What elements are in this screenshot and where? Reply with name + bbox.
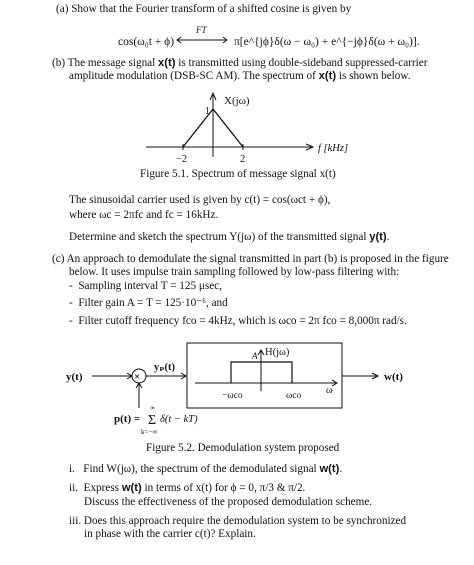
demodulation-diagram [66, 343, 403, 436]
fig1-tick-left: −2 [176, 154, 188, 165]
filter-title: H(jω) [265, 347, 290, 358]
axis-omega: ω [326, 385, 333, 396]
fig1-tick-right: 2 [240, 154, 246, 165]
multiplier-symbol: × [134, 371, 141, 383]
sum-top: ∞ [150, 404, 155, 412]
part-b-line1: (b) The message signal x(t) is transmitted using double-sideband suppressed-carrier [52, 57, 428, 69]
cutoff-right: ωco [286, 391, 302, 401]
question-ii: ii. Express w(t) in terms of x(t) for ϕ = 0, π/3 & π/2. [69, 482, 306, 494]
impulse-term: δ(t − kT) [160, 414, 198, 425]
part-a-text: (a) Show that the Fourier transform of a shifted cosine is given by [56, 3, 352, 15]
eq-right: π[e^{jϕ}δ(ω − ω₀) + e^{−jϕ}δ(ω + ω₀)]. [234, 36, 420, 48]
filter-gain: A [252, 351, 258, 361]
question-iii-line2: in phase with the carrier c(t)? Explain. [84, 528, 256, 540]
determine-line: Determine and sketch the spectrum Y(jω) of the transmitted signal y(t). [69, 231, 390, 243]
impulse-label: p(t) = [114, 413, 141, 425]
input-label: y(t) [66, 371, 83, 383]
message-spectrum-plot [146, 93, 348, 165]
part-c-line2: below. It uses impulse train sampling followed by low-pass filtering with: [69, 266, 400, 278]
cutoff-left: −ωco [222, 391, 243, 401]
carrier-line2: where ωc = 2πfc and fc = 16kHz. [69, 209, 219, 221]
carrier-line1: The sinusoidal carrier used is given by c(t) = cos(ωct + ϕ), [69, 194, 331, 206]
output-label: w(t) [384, 371, 403, 383]
fig1-peak: 1 [205, 106, 210, 117]
bullet-2: - Filter gain A = T = 125·10⁻⁶, and [69, 297, 228, 309]
bullet-1: - Sampling interval T = 125 μsec, [69, 280, 222, 292]
question-i: i. Find W(jω), the spectrum of the demodulated signal w(t). [69, 463, 343, 475]
fig1-ylabel: X(jω) [224, 95, 250, 107]
sum-bottom: k=−∞ [141, 428, 158, 436]
fig2-caption: Figure 5.2. Demodulation system proposed [146, 442, 340, 454]
part-b-line2: amplitude modulation (DSB-SC AM). The spectrum of x(t) is shown below. [69, 70, 411, 82]
question-iii: iii. Does this approach require the demodulation system to be synchronized [69, 515, 407, 527]
part-c-line1: (c) An approach to demodulate the signal transmitted in part (b) is proposed in the figure [52, 253, 449, 265]
sum-symbol: Σ [148, 413, 157, 428]
fig1-xlabel: f [kHz] [318, 143, 349, 154]
yp-label: yₚ(t) [154, 362, 175, 373]
bullet-3: - Filter cutoff frequency fco = 4kHz, which is ωco = 2π fco = 8,000π rad/s. [69, 315, 407, 327]
fig1-caption: Figure 5.1. Spectrum of message signal x(t) [140, 168, 336, 180]
eq-left: cos(ω₀t + ϕ) [118, 36, 175, 48]
eq-arrow-label: FT [196, 25, 207, 35]
question-ii-line2: Discuss the effectiveness of the proposed demodulation scheme. [84, 496, 373, 508]
